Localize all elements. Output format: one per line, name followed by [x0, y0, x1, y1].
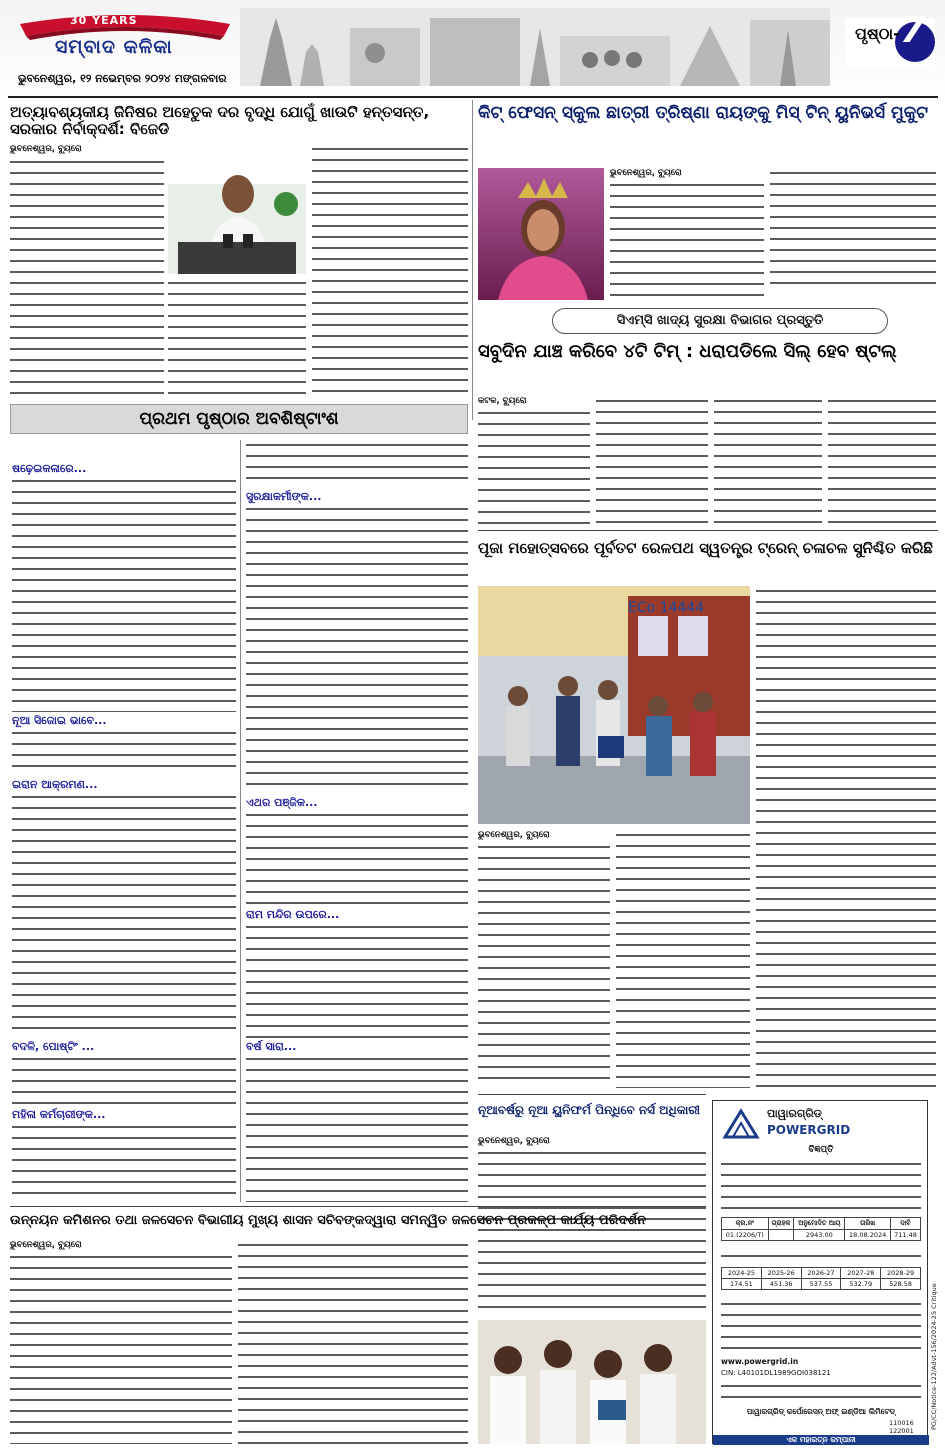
- water-body-col1: [10, 1252, 232, 1444]
- continuation-divider: [240, 440, 241, 1202]
- powergrid-website[interactable]: www.powergrid.in: [721, 1357, 799, 1366]
- powergrid-office: ପାୱାରଗ୍ରିଡ୍ କର୍ପୋରେସନ୍ ଅଫ୍ ଇଣ୍ଡିଆ ଲିମିଟେଡ୍: [746, 1407, 896, 1416]
- section-rule: [478, 530, 938, 531]
- bjd-byline: ଭୁବନେଶ୍ୱର, ବ୍ୟୁରୋ: [10, 144, 82, 154]
- newspaper-logo: ସମ୍ବାଦ କଳିକା: [55, 36, 173, 58]
- miss-teen-body-col1: [610, 180, 764, 300]
- table1-cell: 01 (2206/T): [722, 1230, 769, 1241]
- continuation-body-left-2: [12, 728, 236, 776]
- table1-header: ତାରିଖ: [845, 1218, 891, 1230]
- bjd-body-col2: [168, 278, 306, 397]
- notice-body-3: [721, 1299, 921, 1353]
- bjd-press-photo: [168, 144, 306, 274]
- table1-cell: 2943.00: [794, 1230, 845, 1241]
- miss-teen-byline: ଭୁବନେଶ୍ୱର, ବ୍ୟୁରୋ: [610, 168, 682, 178]
- column-divider: [472, 100, 473, 420]
- table2-value: 528.58: [881, 1279, 921, 1290]
- continuation-subhead-1: ଷଢ଼େଇକଳାରେ...: [12, 462, 87, 475]
- continuation-body-right-1: [246, 504, 468, 794]
- notice-title: ବିଜ୍ଞପ୍ତି: [808, 1145, 834, 1155]
- table2-year: 2024-25: [722, 1268, 762, 1279]
- advert-reference-code: PG/CC/Notice-122/Advt-156/2024-25 Critique: [930, 1283, 938, 1430]
- train-platform-photo: [478, 586, 750, 824]
- food-safety-body-col3: [714, 396, 822, 524]
- table1-cell: 18.08.2024: [845, 1230, 891, 1241]
- notice-body-1: [721, 1159, 921, 1211]
- food-safety-body-col4: [828, 396, 936, 524]
- food-safety-body-col2: [596, 396, 708, 524]
- train-body-col1: [478, 842, 610, 1088]
- powergrid-pin-2: 122001: [889, 1427, 914, 1435]
- water-body-col2: [238, 1240, 468, 1444]
- train-body-col3: [756, 586, 936, 1088]
- table2-year: 2027-28: [841, 1268, 881, 1279]
- table1-cell: [768, 1230, 794, 1241]
- table2-value: 537.55: [801, 1279, 841, 1290]
- continuation-subhead-r4: ବର୍ଷ ସାରା...: [246, 1040, 297, 1053]
- powergrid-logo-icon: [721, 1107, 761, 1141]
- table2-year: 2026-27: [801, 1268, 841, 1279]
- continuation-subhead-4: ବଦଳି, ପୋଷ୍ଟିଂ ...: [12, 1040, 95, 1053]
- food-safety-body-col1: [478, 408, 590, 524]
- miss-teen-photo: [478, 168, 604, 300]
- powergrid-footer: ଏକ ମହାରତ୍ନ କମ୍ପାନୀ: [713, 1435, 929, 1445]
- dateline: ଭୁବନେଶ୍ୱର, ୧୨ ନଭେମ୍ବର ୨୦୨୪ ମଙ୍ଗଳବାର: [18, 72, 227, 85]
- continuation-subhead-3: ଇରାନ ଆକ୍ରମଣ...: [12, 778, 98, 791]
- section-rule-3: [10, 1206, 706, 1207]
- continuation-body-right-3: [246, 922, 468, 1038]
- powergrid-name-odia: ପାୱାରଗ୍ରିଡ୍: [767, 1107, 822, 1120]
- continuation-body-right-0: [246, 440, 468, 488]
- powergrid-cin: CIN: L40101DL1989GOI038121: [721, 1369, 831, 1377]
- page-label: ପୃଷ୍ଠା-: [855, 24, 900, 43]
- masthead-rule: [8, 96, 938, 98]
- table1-header: ଦାବି: [890, 1218, 920, 1230]
- notice-body-2: [721, 1251, 921, 1265]
- page-number: 7: [900, 10, 926, 51]
- continuation-subhead-2: ନୂଆ ସିଜୋଇ ଭାବେ...: [12, 714, 107, 727]
- continuation-banner: ପ୍ରଥମ ପୃଷ୍ଠାର ଅବଶିଷ୍ଟାଂଶ: [10, 404, 468, 434]
- bjd-headline: ଅତ୍ୟାବଶ୍ୟକୀୟ ଜିନିଷର ଅହେତୁକ ଦର ବୃଦ୍ଧି ଯୋଗୁଁ ଖାଉଟି ହନ୍ତସନ୍ତ, ସରକାର ନିର୍ବାକ୍ଦର୍ଶି: ବିଜେଡି: [10, 103, 430, 138]
- table1-header: ଅନୁମୋଦିତ ଆୟ: [794, 1218, 845, 1230]
- temple-collage-image: [240, 8, 830, 86]
- train-headline: ପୂଜା ମହୋତ୍ସବରେ ପୂର୍ବତଟ ରେଳପଥ ସ୍ୱତନ୍ତ୍ର ଟ୍ରେନ୍ ଚଳାଚଳ ସୁନିଶ୍ଚିତ କରିଛି: [478, 539, 933, 557]
- nurses-byline: ଭୁବନେଶ୍ୱର, ବ୍ୟୁରୋ: [478, 1136, 550, 1146]
- table2-year: 2025-26: [761, 1268, 801, 1279]
- miss-teen-body-col2: [770, 168, 936, 288]
- continuation-body-right-2: [246, 810, 468, 906]
- water-headline: ଉନ୍ନୟନ କମିଶନର ତଥା ଜଳସେଚନ ବିଭାଗୀୟ ମୁଖ୍ୟ ଶାସନ ସଚିବଙ୍କଦ୍ୱାରା ସମନ୍ୱିତ ଜଳସେଚନ ପ୍ରକଳ୍ପ କାର୍ଯ୍ୟ ପରିଦର୍ଶନ: [10, 1213, 646, 1228]
- food-safety-byline: କଟକ, ବ୍ୟୁରୋ: [478, 396, 527, 406]
- continuation-subhead-r2: ଏଥର ପଞ୍ଜିକ...: [246, 796, 318, 809]
- train-byline: ଭୁବନେଶ୍ୱର, ବ୍ୟୁରୋ: [478, 830, 550, 840]
- notice-body-4: [721, 1381, 921, 1403]
- table1-cell: 711.48: [890, 1230, 920, 1241]
- notice-table-2: [721, 1267, 921, 1290]
- continuation-subhead-5: ମହିଳା କର୍ମଚାରୀଙ୍କ...: [12, 1108, 106, 1121]
- notice-table-1: [721, 1217, 921, 1241]
- powergrid-advert: [712, 1100, 928, 1444]
- train-body-col2: [616, 830, 750, 1088]
- train-coach-number: ECo 14444: [628, 600, 705, 616]
- section-rule-2: [478, 1094, 706, 1095]
- nurses-photo: [478, 1320, 706, 1444]
- food-safety-headline: ସବୁଦିନ ଯାଞ୍ଚ କରିବେ ୪ଟି ଟିମ୍ : ଧରାପଡିଲେ ସିଲ୍ ହେବ ଷ୍ଟଲ୍: [478, 341, 897, 362]
- years-label: 30 YEARS: [70, 14, 138, 27]
- continuation-body-right-4: [246, 1054, 468, 1202]
- table2-year: 2028-29: [881, 1268, 921, 1279]
- continuation-subhead-r3: ରାମ ମନ୍ଦିର ଉପରେ...: [246, 908, 340, 921]
- continuation-body-left-1: [12, 476, 236, 712]
- continuation-subhead-r1: ସୁରକ୍ଷାକର୍ମୀଙ୍କ...: [246, 490, 322, 503]
- nurses-headline: ନୂଆବର୍ଷରୁ ନୂଆ ୟୁନିଫର୍ମ ପିନ୍ଧିବେ ନର୍ସ ଅଧିକାରୀ: [478, 1103, 701, 1117]
- water-byline: ଭୁବନେଶ୍ୱର, ବ୍ୟୁରୋ: [10, 1240, 82, 1250]
- table2-value: 451.36: [761, 1279, 801, 1290]
- nurses-body: [478, 1148, 706, 1316]
- miss-teen-headline: କିଟ୍ ଫେସନ୍ ସ୍କୁଲ ଛାତ୍ରୀ ତ୍ରିଷ୍ଣା ରାୟଙ୍କୁ ମିସ୍ ଟିନ୍ ୟୁନିଭର୍ସ ମୁକୁଟ: [478, 103, 929, 123]
- bjd-body-col1: [10, 157, 164, 397]
- powergrid-name: POWERGRID: [767, 1123, 851, 1137]
- table2-value: 532.79: [841, 1279, 881, 1290]
- table1-header: କ୍ର.ନଂ: [722, 1218, 769, 1230]
- food-safety-kicker: ସିଏମ୍‌ସି ଖାଦ୍ୟ ସୁରକ୍ଷା ବିଭାଗର ପ୍ରସ୍ତୁତି: [552, 308, 888, 334]
- table1-header: ଗ୍ରାହକ: [768, 1218, 794, 1230]
- masthead: [0, 0, 945, 96]
- continuation-body-left-3: [12, 792, 236, 1038]
- table2-value: 174.51: [722, 1279, 762, 1290]
- continuation-body-left-5: [12, 1122, 236, 1202]
- continuation-body-left-4: [12, 1054, 236, 1106]
- bjd-body-col3: [312, 144, 468, 397]
- powergrid-pin: 110016: [889, 1419, 914, 1427]
